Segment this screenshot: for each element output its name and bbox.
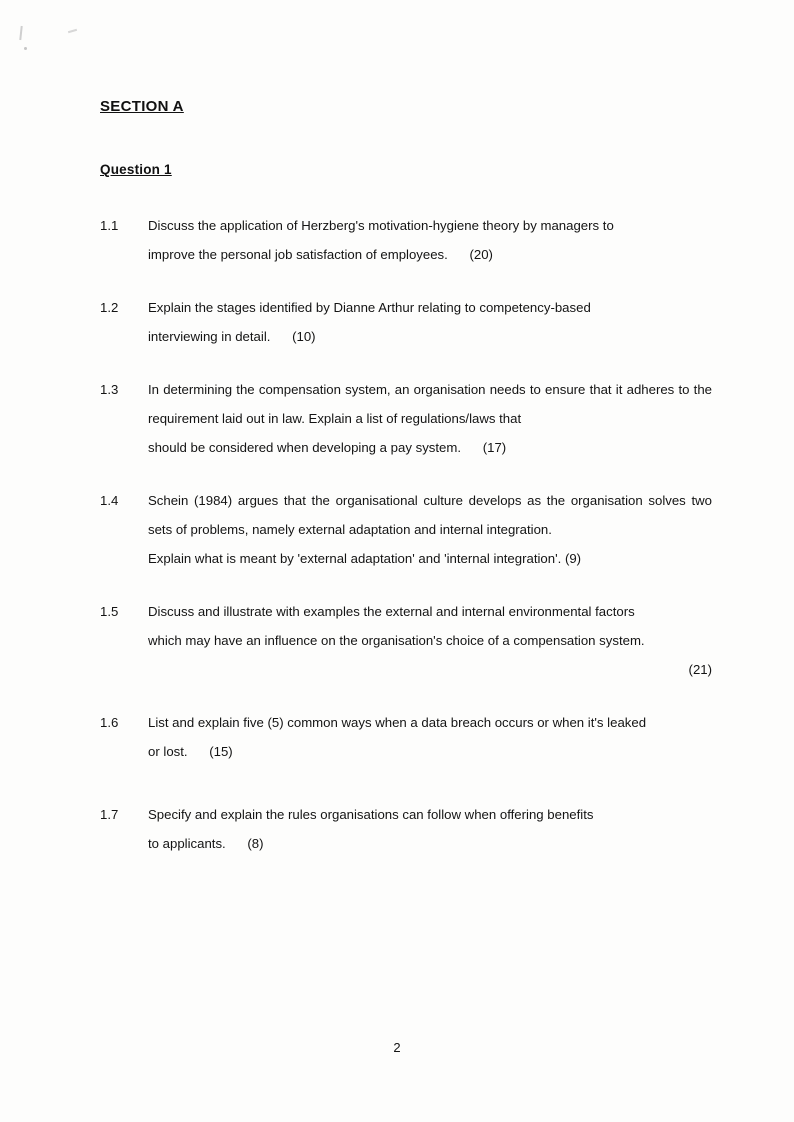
- question-line: solves two sets of problems, namely external adaptation and internal integration.: [148, 493, 712, 537]
- question-line: Discuss and illustrate with examples the external and internal environmental factors: [148, 604, 635, 619]
- question-item: [100, 375, 712, 462]
- question-number: 1.1: [100, 218, 119, 233]
- question-line: to applicants.: [148, 836, 226, 851]
- question-line: should be considered when developing a pay system.: [148, 440, 462, 455]
- question-marks: (9): [564, 551, 582, 566]
- question-marks: (20): [469, 247, 493, 262]
- question-list: [100, 211, 712, 858]
- question-line: Specify and explain the rules organisations can follow when offering benefits: [148, 807, 594, 822]
- question-line: which may have an influence on the organisation's choice of a compensation system.: [148, 633, 645, 648]
- question-marks: (21): [688, 662, 712, 677]
- question-line: or lost.: [148, 744, 188, 759]
- question-last-line: [148, 737, 712, 766]
- question-text: [148, 375, 712, 462]
- question-last-line: [148, 240, 712, 269]
- question-text: [148, 708, 712, 766]
- question-text: [148, 211, 712, 269]
- question-item: [100, 211, 712, 269]
- question-item: [100, 597, 712, 684]
- question-line: In determining the compensation system, an organisation needs to ensure that it: [148, 382, 623, 397]
- page-number: 2: [393, 1040, 401, 1055]
- question-number: 1.7: [100, 807, 119, 822]
- question-marks: (17): [482, 440, 507, 455]
- scan-speck-icon: [24, 47, 27, 50]
- question-last-line: [148, 544, 712, 573]
- question-text: [148, 486, 712, 573]
- question-text: [148, 293, 712, 351]
- question-item: [100, 486, 712, 573]
- question-marks: (8): [247, 836, 264, 851]
- question-heading: Question 1: [100, 162, 172, 177]
- question-number: 1.3: [100, 382, 119, 397]
- question-item: [100, 293, 712, 351]
- question-text: [148, 597, 712, 684]
- question-last-line: [148, 829, 712, 858]
- question-line: adheres to the requirement laid out in law. Explain a list of regulations/laws that: [148, 382, 713, 426]
- question-marks: (10): [292, 329, 316, 344]
- question-line: Schein (1984) argues that the organisational culture develops as the organisation: [148, 493, 643, 508]
- scan-streak-icon: [68, 29, 77, 33]
- section-heading: SECTION A: [100, 98, 184, 115]
- question-last-line: [148, 322, 712, 351]
- question-number: 1.6: [100, 715, 119, 730]
- scan-artifact-icon: [19, 26, 22, 40]
- question-item: [100, 800, 712, 858]
- question-number: 1.2: [100, 300, 119, 315]
- question-line: interviewing in detail.: [148, 329, 271, 344]
- question-marks: (15): [209, 744, 233, 759]
- question-number: 1.4: [100, 493, 119, 508]
- question-line: Discuss the application of Herzberg's motivation-hygiene theory by managers to: [148, 218, 614, 233]
- question-line: Explain what is meant by 'external adaptation' and 'internal integration'.: [148, 551, 562, 566]
- question-number: 1.5: [100, 604, 119, 619]
- question-line: improve the personal job satisfaction of employees.: [148, 247, 448, 262]
- question-item: [100, 708, 712, 766]
- question-text: [148, 800, 712, 858]
- question-last-line: [148, 433, 712, 462]
- document-content: [100, 0, 712, 882]
- question-line: Explain the stages identified by Dianne Arthur relating to competency-based: [148, 300, 591, 315]
- question-line: List and explain five (5) common ways when a data breach occurs or when it's leaked: [148, 715, 647, 730]
